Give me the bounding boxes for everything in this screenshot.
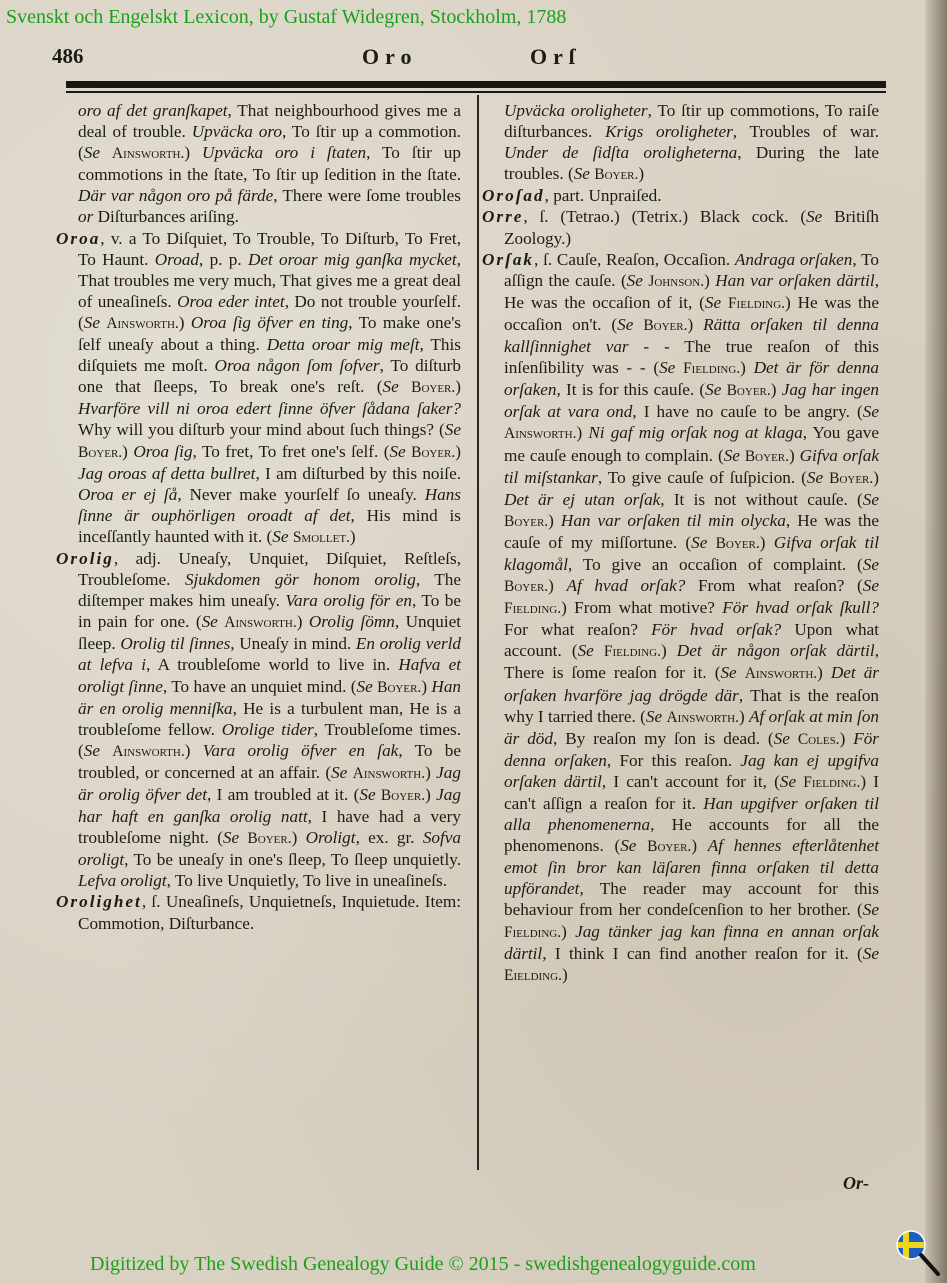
english-text: , You gave me cauſe enough to complain. ( bbox=[504, 423, 879, 465]
english-text: ) bbox=[738, 706, 749, 726]
source-reference: Boyer. bbox=[504, 578, 549, 596]
english-text: ) bbox=[740, 358, 754, 378]
right-column bbox=[482, 100, 879, 986]
source-reference: Eielding. bbox=[504, 966, 562, 984]
swedish-phrase: Se bbox=[704, 292, 722, 312]
english-text: , To live Unquietly, To live in uneaſineſs. bbox=[166, 871, 447, 891]
headword: Orolig bbox=[56, 548, 114, 568]
swedish-phrase: Det oroar mig ganſka mycket bbox=[247, 249, 457, 269]
english-text: , ex. gr. bbox=[355, 828, 423, 848]
english-text: Upon what account. ( bbox=[504, 620, 879, 661]
english-text: , He accounts for all the phenomenons. ( bbox=[504, 815, 879, 856]
source-reference: Ainsworth. bbox=[744, 665, 818, 683]
swedish-phrase: Se bbox=[862, 489, 879, 509]
swedish-phrase: oro af det granſkapet bbox=[78, 101, 228, 120]
english-text: , During the late troubles. ( bbox=[504, 143, 880, 184]
swedish-phrase: Jag är orolig öfver det bbox=[78, 762, 461, 804]
source-banner: Svenskt och Engelskt Lexicon, by Gustaf Widegren, Stockholm, 1788 bbox=[6, 6, 567, 28]
swedish-phrase: Oroa ſig bbox=[133, 441, 193, 461]
english-text: ) bbox=[839, 728, 854, 748]
english-text bbox=[707, 533, 715, 552]
english-text: , To be troubled, or concerned at an affair. ( bbox=[78, 740, 461, 782]
page-number: 486 bbox=[52, 44, 84, 68]
swedish-phrase: Se bbox=[577, 641, 594, 661]
source-reference: Johnson. bbox=[648, 272, 705, 290]
source-reference: Fielding. bbox=[504, 923, 562, 941]
source-reference: Boyer. bbox=[247, 830, 292, 848]
english-text: , I think I can find another reaſon for it. ( bbox=[542, 943, 863, 963]
english-text bbox=[636, 836, 647, 855]
english-text: Why will you diſturb your mind about ſuch things? ( bbox=[78, 420, 445, 440]
source-reference: Fielding. bbox=[727, 294, 786, 312]
swedish-phrase: Andraga orſaken bbox=[734, 249, 853, 269]
english-text: , To ſtir up commotions in the ſtate, To ſtir up ſedition in the ſtate. bbox=[78, 143, 461, 185]
source-reference: Fielding. bbox=[683, 360, 741, 378]
left-column bbox=[56, 100, 461, 934]
swedish-phrase: Han upgifver orſaken til alla phenomenerna bbox=[504, 794, 879, 835]
english-text: , To diſturb one that ſleeps, To break one's reſt. ( bbox=[78, 356, 461, 397]
swedish-phrase: Han är en orolig menniſka bbox=[78, 676, 462, 718]
swedish-phrase: Se bbox=[444, 420, 461, 440]
swedish-phrase: Se bbox=[617, 314, 634, 334]
swedish-phrase: Oroa någon ſom ſofver bbox=[214, 356, 380, 376]
english-text: ) bbox=[291, 828, 306, 848]
english-text: ) bbox=[691, 836, 708, 856]
english-text: , Unquiet ſleep. bbox=[78, 612, 462, 654]
english-text: ) bbox=[455, 377, 462, 397]
swedish-phrase: Se bbox=[705, 380, 722, 400]
english-text: , That is the reaſon why I tarried there. ( bbox=[504, 685, 880, 726]
swedish-phrase: Se bbox=[691, 532, 708, 552]
source-reference: Fielding. bbox=[504, 600, 562, 618]
english-text: ) bbox=[704, 270, 716, 290]
source-reference: Fielding. bbox=[803, 773, 861, 791]
english-text: ) bbox=[576, 423, 589, 443]
swedish-phrase: Hans ſinne är ouphörligen oroadt af det bbox=[78, 484, 461, 525]
english-text: ) bbox=[789, 445, 800, 465]
english-text: ) bbox=[455, 441, 462, 461]
swedish-phrase: Se bbox=[862, 576, 880, 596]
source-reference: Boyer. bbox=[411, 379, 456, 397]
english-text: Diſturbances ariſing. bbox=[93, 207, 239, 227]
english-text: , He is a turbulent man, He is a troubleſome fellow. bbox=[78, 698, 462, 739]
source-reference: Boyer. bbox=[504, 512, 549, 530]
english-text: , To ſtir up a commotion. ( bbox=[78, 122, 461, 163]
swedish-phrase: Jag oroas af detta bullret bbox=[78, 463, 256, 483]
swedish-phrase: Det är någon orſak därtil bbox=[676, 641, 875, 661]
headword: Oroa bbox=[56, 228, 101, 248]
english-text: ) bbox=[425, 762, 437, 782]
english-text: , p. p. bbox=[199, 249, 248, 269]
catchword: Or- bbox=[843, 1173, 869, 1193]
swedish-phrase: Detta oroar mig meſt bbox=[266, 335, 420, 355]
source-reference: Boyer. bbox=[643, 316, 688, 334]
english-text: Britiſh Zoology.) bbox=[504, 207, 879, 248]
english-text: , That troubles me very much, That gives me a great deal of uneaſineſs. bbox=[78, 249, 461, 311]
source-reference: Smollet. bbox=[292, 528, 350, 546]
english-text: ) bbox=[561, 921, 576, 941]
page-edge-shadow bbox=[925, 0, 947, 1283]
swedish-phrase: Se bbox=[720, 663, 737, 683]
swedish-phrase: or bbox=[78, 207, 94, 227]
swedish-phrase: Jag har ingen orſak at vara ond bbox=[504, 380, 879, 422]
swedish-phrase: För hvad orſak ſkull? bbox=[722, 598, 879, 618]
english-text: ) bbox=[548, 510, 561, 530]
swedish-phrase: Se bbox=[862, 554, 879, 574]
english-text bbox=[594, 641, 604, 660]
swedish-phrase: Se bbox=[862, 402, 879, 422]
swedish-phrase: Se bbox=[382, 377, 399, 397]
swedish-phrase: Han var orſaken til min olycka bbox=[560, 510, 786, 530]
source-reference: Boyer. bbox=[647, 838, 692, 856]
english-text bbox=[675, 358, 683, 377]
swedish-phrase: Jag tänker jag kan finna en annan orſak därtil bbox=[504, 921, 879, 963]
swedish-phrase: Det är ej utan orſak bbox=[504, 489, 661, 509]
swedish-phrase: Jag kan ej upgifva orſaken därtil bbox=[504, 750, 880, 791]
swedish-phrase: Se bbox=[83, 143, 100, 163]
swedish-phrase: Se bbox=[773, 728, 790, 748]
english-text: ) bbox=[561, 964, 568, 984]
running-head-left: Oro bbox=[362, 44, 418, 69]
dictionary-entry bbox=[56, 548, 461, 892]
english-text: , That neighbourhood gives me a deal of trouble. bbox=[78, 101, 461, 142]
swedish-phrase: Se bbox=[806, 207, 823, 227]
swedish-phrase: Oroa eder intet bbox=[177, 291, 285, 311]
english-text: ) bbox=[184, 143, 203, 163]
english-text: For what reaſon? bbox=[504, 620, 652, 640]
swedish-phrase: Se bbox=[222, 828, 240, 848]
swedish-phrase: Vara orolig öfver en ſak bbox=[202, 740, 399, 760]
english-text bbox=[633, 315, 643, 334]
source-reference: Coles. bbox=[797, 730, 840, 748]
english-text bbox=[100, 143, 112, 162]
swedish-phrase: Orolige tider bbox=[221, 719, 314, 739]
swedish-phrase: Se bbox=[573, 164, 590, 184]
swedish-phrase: Af hennes efterlåtenhet emot ſin bror kan läſaren finna orſaken til detta upförandet bbox=[504, 836, 879, 899]
english-text: , The diſtemper makes him uneaſy. bbox=[78, 570, 461, 611]
english-text: ) bbox=[873, 467, 880, 487]
source-reference: Ainsworth. bbox=[504, 425, 577, 443]
source-reference: Boyer. bbox=[377, 678, 422, 696]
swedish-phrase: Det är för denna orſaken bbox=[504, 358, 880, 400]
english-text: ) bbox=[548, 576, 567, 596]
dictionary-entry bbox=[56, 891, 461, 933]
english-text: , He was the occaſion of it, ( bbox=[504, 270, 880, 312]
english-text: , I can't account for it, ( bbox=[601, 771, 780, 791]
english-text: , To fret, To fret one's ſelf. ( bbox=[192, 441, 390, 461]
source-reference: Boyer. bbox=[380, 787, 426, 804]
english-text: The true reaſon of this inſenſibility was - - ( bbox=[504, 337, 879, 378]
english-text: , Troubles of war. bbox=[732, 122, 879, 142]
source-reference: Boyer. bbox=[715, 534, 760, 552]
swedish-phrase: Se bbox=[201, 612, 218, 632]
swedish-phrase: För denna orſaken bbox=[504, 728, 879, 770]
english-text: ) He was the occaſion on't. ( bbox=[504, 292, 880, 334]
headword: Orolighet bbox=[56, 892, 142, 912]
source-reference: Ainsworth. bbox=[106, 314, 179, 332]
english-text: ) bbox=[817, 663, 831, 683]
english-text: ) bbox=[421, 676, 432, 696]
swedish-phrase: Han var orſaken därtil bbox=[715, 270, 875, 290]
swedish-phrase: Sjukdomen gör honom orolig bbox=[184, 570, 416, 590]
source-reference: Boyer. bbox=[829, 469, 874, 487]
english-text: , Do not trouble yourſelf. ( bbox=[78, 291, 461, 332]
headword: Orre bbox=[482, 207, 524, 227]
english-text: , I am diſturbed by this noiſe. bbox=[255, 463, 461, 483]
english-text: , By reaſon my ſon is dead. ( bbox=[553, 728, 774, 748]
swedish-phrase: Se bbox=[659, 358, 676, 378]
english-text: ) bbox=[122, 441, 134, 461]
headword: Orſak bbox=[482, 249, 535, 269]
swedish-phrase: Se bbox=[862, 900, 879, 920]
swedish-phrase: Oroad bbox=[154, 249, 200, 269]
english-text: , To make one's ſelf uneaſy about a thing. bbox=[78, 312, 461, 355]
english-text: ) bbox=[178, 312, 191, 332]
english-text: , For this reaſon. bbox=[606, 750, 741, 770]
english-text bbox=[737, 663, 745, 682]
swedish-phrase: Af orſak at min ſon är död bbox=[504, 706, 880, 748]
swedish-phrase: Upväcka oro bbox=[191, 122, 282, 142]
english-text bbox=[399, 377, 411, 396]
english-text: ) bbox=[687, 314, 704, 334]
header-rule-thin bbox=[66, 91, 886, 93]
source-reference: Boyer. bbox=[594, 166, 639, 184]
swedish-phrase: Gifva orſak til klagomål bbox=[504, 532, 879, 574]
english-text: , This diſquiets me moſt. bbox=[78, 335, 461, 376]
swedish-phrase: Oroa er ej ſå bbox=[78, 484, 178, 504]
english-text: , To give cauſe of ſuſpicion. ( bbox=[597, 467, 807, 487]
swedish-phrase: Rätta orſaken til denna kallſinnighet var - - bbox=[504, 314, 879, 357]
entry-continuation bbox=[56, 100, 461, 228]
swedish-phrase: Se bbox=[723, 445, 740, 465]
source-reference: Boyer. bbox=[78, 443, 123, 461]
swedish-phrase: Af hvad orſak? bbox=[566, 576, 686, 596]
dictionary-entry bbox=[482, 206, 879, 248]
english-text: ) bbox=[296, 612, 309, 632]
english-text bbox=[100, 741, 112, 760]
header-rule-thick bbox=[66, 81, 886, 88]
digitizer-banner: Digitized by The Swedish Genealogy Guide © 2015 - swedishgenealogyguide.com bbox=[90, 1253, 756, 1275]
swedish-phrase: Hvarföre vill ni oroa edert ſinne öfver ſådana ſaker? bbox=[78, 399, 461, 419]
swedish-phrase: Sofva oroligt bbox=[78, 828, 462, 870]
swedish-phrase: Se bbox=[83, 740, 100, 760]
swedish-phrase: Se bbox=[862, 943, 879, 963]
swedish-phrase: En orolig verld at lefva i bbox=[78, 634, 462, 675]
swedish-phrase: Lefva oroligt bbox=[78, 871, 167, 891]
running-head-right: Orſ bbox=[530, 44, 581, 69]
swedish-phrase: Orolig ſömn bbox=[308, 612, 395, 632]
english-text: ) I can't aſſign a reaſon for it. bbox=[504, 771, 879, 813]
dictionary-entry bbox=[482, 249, 879, 986]
source-reference: Ainsworth. bbox=[224, 614, 297, 632]
english-text: From what reaſon? ( bbox=[685, 576, 863, 596]
source-reference: Boyer. bbox=[744, 447, 790, 465]
english-text: ) bbox=[660, 641, 677, 661]
source-reference: Ainsworth. bbox=[111, 145, 185, 163]
english-text: , Troubleſome times. ( bbox=[78, 719, 461, 760]
english-text: , To give an occaſion of complaint. ( bbox=[567, 554, 863, 574]
swedish-phrase: Se bbox=[806, 467, 824, 487]
source-reference: Ainsworth. bbox=[666, 708, 739, 726]
source-reference: Ainsworth. bbox=[352, 764, 426, 782]
headword: Oroſad bbox=[482, 186, 545, 206]
english-text: ) From what motive? bbox=[561, 598, 723, 618]
english-text: , A troubleſome world to live in. bbox=[146, 655, 399, 675]
swedish-phrase: Orolig til ſinnes bbox=[120, 634, 231, 654]
english-text: , ſ. (Tetrao.) (Tetrix.) Black cock. ( bbox=[523, 207, 807, 227]
swedish-phrase: För hvad orſak? bbox=[651, 620, 782, 640]
swedish-phrase: Under de ſidſta oroligheterna bbox=[504, 143, 738, 163]
english-text: ) bbox=[759, 532, 774, 552]
english-text: , The reader may account for this behaviour from her condeſcenſion to her brother. ( bbox=[504, 879, 879, 920]
dictionary-entry bbox=[482, 185, 879, 206]
source-reference: Ainsworth. bbox=[112, 742, 185, 760]
english-text: , ſ. Cauſe, Reaſon, Occaſion. bbox=[534, 249, 735, 269]
swedish-phrase: Se bbox=[331, 762, 348, 782]
swedish-phrase: Se bbox=[779, 771, 797, 791]
english-text: ) bbox=[638, 164, 645, 184]
english-text: , Never make yourſelf ſo uneaſy. bbox=[177, 484, 425, 504]
english-text: ) bbox=[349, 526, 356, 546]
dictionary-entry bbox=[56, 228, 461, 548]
entry-continuation bbox=[482, 100, 879, 185]
swedish-phrase: Upväcka oroligheter bbox=[504, 101, 648, 120]
swedish-phrase: Oroa ſig öfver en ting bbox=[190, 312, 349, 332]
english-text: , I have had a very troubleſome night. ( bbox=[78, 807, 461, 848]
english-text: , It is not without cauſe. ( bbox=[660, 489, 863, 509]
source-reference: Boyer. bbox=[726, 382, 771, 400]
swedish-phrase: Oroligt bbox=[305, 828, 356, 848]
english-text: , part. Unpraiſed. bbox=[544, 186, 662, 206]
english-text: , To ſtir up commotions, To raiſe diſturbances. bbox=[504, 101, 879, 142]
english-text: , To be in pain for one. ( bbox=[78, 591, 461, 632]
swedish-phrase: Se bbox=[626, 270, 643, 290]
swedish-phrase: Se bbox=[389, 441, 406, 461]
english-text: ) bbox=[425, 785, 437, 804]
swedish-phrase: Se bbox=[645, 706, 663, 726]
swedish-phrase: Hafva et oroligt ſinne bbox=[78, 655, 461, 696]
english-text: , Uneaſy in mind. bbox=[230, 634, 356, 654]
swedish-phrase: Jag har haft en ganſka orolig natt bbox=[78, 785, 461, 827]
swedish-phrase: Se bbox=[272, 526, 289, 546]
english-text: , He was the cauſe of my miſſortune. ( bbox=[504, 510, 879, 552]
english-text: , There were ſome troubles bbox=[273, 186, 461, 206]
swedish-phrase: Se bbox=[356, 676, 373, 696]
swedish-phrase: Ni gaf mig orſak nog at klaga bbox=[588, 423, 803, 443]
english-text: , To have an unquiet mind. ( bbox=[162, 676, 357, 696]
english-text: , There is ſome reaſon for it. ( bbox=[504, 641, 879, 683]
swedish-phrase: Se bbox=[620, 836, 637, 856]
english-text: , To be uneaſy in one's ſleep, To ſleep unquietly. bbox=[124, 850, 461, 870]
english-text: ) bbox=[184, 740, 203, 760]
swedish-phrase: Upväcka oro i ſtaten bbox=[202, 143, 367, 163]
swedish-phrase: Se bbox=[83, 312, 100, 332]
english-text bbox=[790, 729, 798, 748]
english-text: , His mind is inceſſantly haunted with it. ( bbox=[78, 505, 461, 546]
column-divider bbox=[477, 95, 479, 1170]
english-text: , adj. Uneaſy, Unquiet, Diſquiet, Reſtleſs, Troubleſome. bbox=[78, 548, 461, 590]
english-text: , It is for this cauſe. ( bbox=[556, 380, 706, 400]
swedish-phrase: Där var någon oro på färde bbox=[78, 186, 274, 206]
swedish-phrase: Krigs oroligheter bbox=[605, 122, 733, 142]
english-text: , I have no cauſe to be angry. ( bbox=[632, 402, 863, 422]
english-text: , I am troubled at it. ( bbox=[207, 785, 360, 804]
english-text: , To aſſign the cauſe. ( bbox=[504, 249, 879, 290]
english-text: , ſ. Uneaſineſs, Unquietneſs, Inquietude. Item: Commotion, Diſturbance. bbox=[78, 892, 461, 933]
english-text: , v. a To Diſquiet, To Trouble, To Diſturb, To Fret, To Haunt. bbox=[78, 228, 461, 269]
english-text bbox=[721, 293, 728, 312]
swedish-phrase: Se bbox=[359, 785, 376, 804]
swedish-phrase: Gifva orſak til miſstankar bbox=[504, 445, 880, 487]
english-text: ) bbox=[770, 380, 782, 400]
swedish-phrase: Vara orolig för en bbox=[285, 591, 412, 611]
source-reference: Boyer. bbox=[411, 443, 456, 461]
swedish-phrase: Det är orſaken hvarföre jag drögde där bbox=[504, 663, 879, 705]
source-reference: Fielding. bbox=[603, 643, 661, 661]
swedish-flag-magnifier-icon bbox=[893, 1228, 943, 1278]
